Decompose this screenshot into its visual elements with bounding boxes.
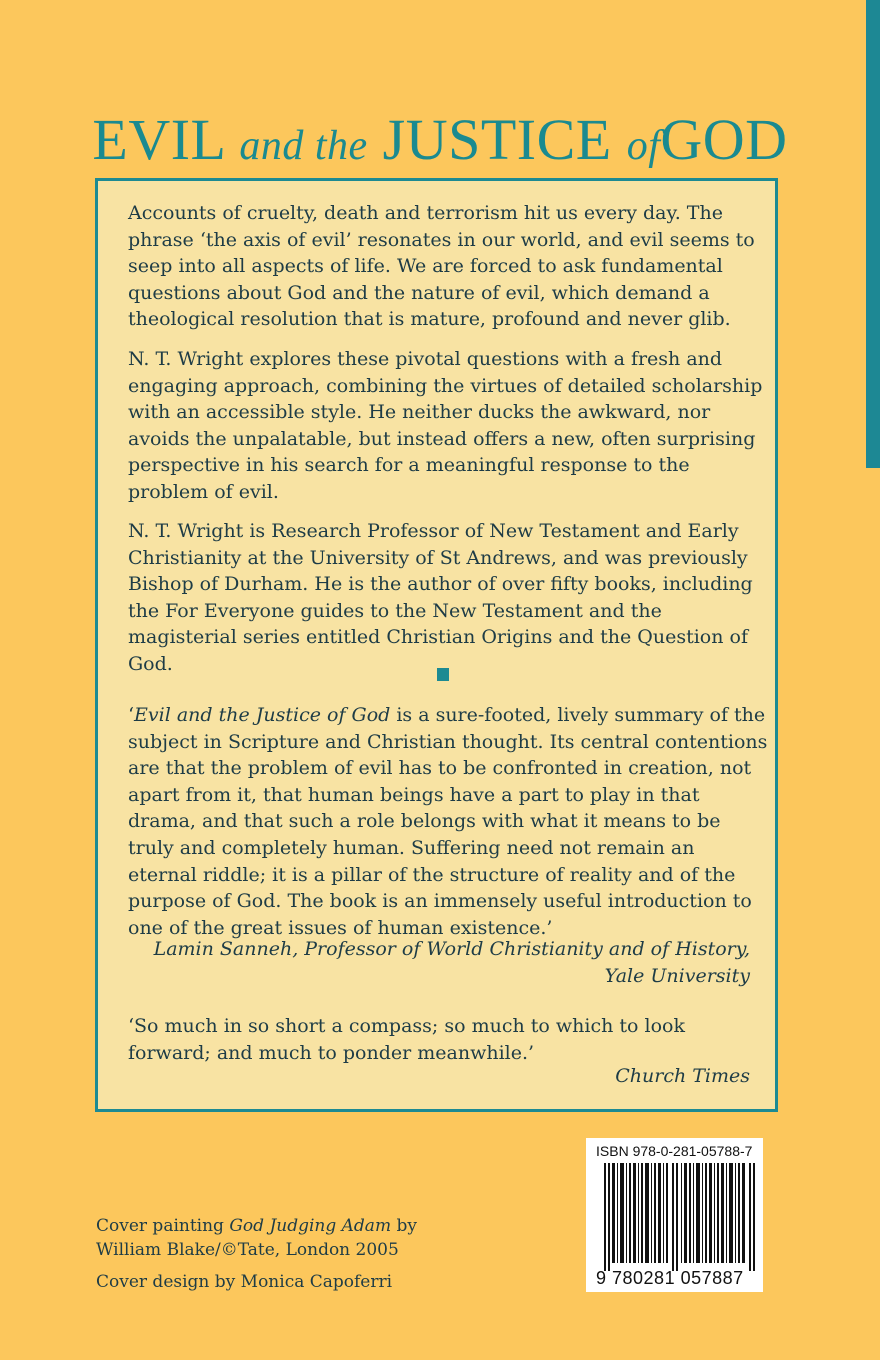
painting-credit-line-2: William Blake/©Tate, London 2005 xyxy=(96,1240,399,1260)
painting-title: God Judging Adam xyxy=(229,1216,392,1236)
title-word-justice: JUSTICE xyxy=(382,107,612,172)
isbn-text: ISBN 978-0-281-05788-7 xyxy=(596,1143,753,1159)
cover-design-credit: Cover design by Monica Capoferri xyxy=(96,1272,393,1292)
title-word-evil: EVIL xyxy=(92,107,225,172)
blurb-paragraph-1: Accounts of cruelty, death and terrorism hit us every day. The phrase ‘the axis of evil’ resonates in our world, and evil seems to seep into all aspects of life. We are forced to ask fundamental questions about God and the nature of evil, which demand a theological resolution that is mature, profound and never glib. xyxy=(128,202,755,331)
painting-credit-suffix: by xyxy=(391,1216,417,1236)
quote-open-mark: ‘ xyxy=(128,704,135,726)
title-word-god: GOD xyxy=(660,107,788,172)
attribution-line-2: Yale University xyxy=(604,964,750,987)
review-1-attribution xyxy=(128,936,750,989)
quote-book-title: Evil and the Justice of God xyxy=(134,704,391,726)
barcode-bars xyxy=(604,1163,756,1271)
review-quote-1 xyxy=(128,702,768,941)
title-word-of: of xyxy=(626,123,661,169)
blurb-paragraph-2: N. T. Wright explores these pivotal questions with a fresh and engaging approach, combining the virtues of detailed scholarship with an accessible style. He neither ducks the awkward, nor avoids the unpalatable, but instead offers a new, often surprising perspective in his search for a meaningful response to the problem of evil. xyxy=(128,348,763,503)
section-divider-ornament xyxy=(437,668,449,681)
title-word-and-the: and the xyxy=(239,123,368,169)
author-bio-paragraph: N. T. Wright is Research Professor of New Testament and Early Christianity at the University of St Andrews, and was previously Bishop of Durham. He is the author of over fifty books, including the For Everyone guides to the New Testament and the magisterial series entitled Christian Origins and the Question of God. xyxy=(128,520,753,675)
barcode-digits: 9 780281 057887 xyxy=(596,1268,744,1288)
cover-painting-credit xyxy=(96,1214,496,1262)
review-2-attribution: Church Times xyxy=(615,1065,750,1087)
painting-credit-prefix: Cover painting xyxy=(96,1216,230,1236)
quote-1-body: is a sure-footed, lively summary of the subject in Scripture and Christian thought. Its central contentions are that the problem of evil has to be confronted in creation, not apart from it, that human beings have a part to play in that drama, and that such a role belongs with what it means to be truly and completely human. Suffering need not remain an eternal riddle; it is a pillar of the structure of reality and of the purpose of God. The book is an immensely useful introduction to one of the great issues of human existence.’ xyxy=(128,704,768,939)
review-quote-2: ‘So much in so short a compass; so much to which to look forward; and much to ponder meanwhile.’ xyxy=(128,1015,685,1064)
attribution-line-1: Lamin Sanneh, Professor of World Christianity and of History, xyxy=(153,938,750,960)
book-title xyxy=(0,108,880,172)
spine-color-bar xyxy=(866,0,880,468)
